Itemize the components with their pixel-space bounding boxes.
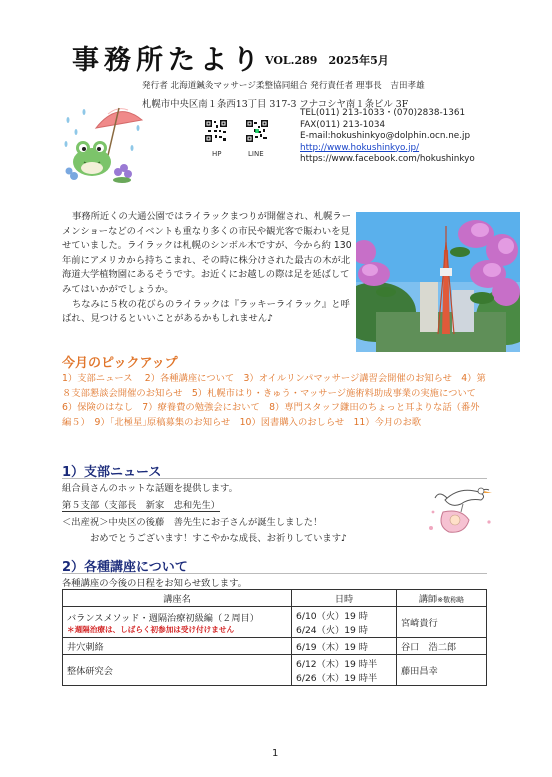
pickup-heading: 今月のピックアップ <box>62 356 178 371</box>
course-warning-note: ＊週隔治療は、しばらく初参加は受け付けません <box>67 624 235 634</box>
course-teacher: 藤田昌幸 <box>397 655 487 686</box>
course-teacher: 宮崎貴行 <box>397 607 487 638</box>
branch-name: 第５支部（支部長 新家 忠和先生） <box>62 497 220 512</box>
teacher-header-label: 講師 <box>418 594 438 605</box>
news-intro: 組合員さんのホットな話題を提供します。 <box>62 483 238 494</box>
intro-text <box>62 210 352 327</box>
issuer-line: 発行者 北海道鍼灸マッサージ柔整協同組合 発行責任者 理事長 吉田孝雄 <box>142 81 425 91</box>
office-address: 札幌市中央区南１条西13丁目 317-3 フナコシヤ南１条ビル 3F <box>142 99 409 110</box>
course-name: バランスメソッド・週隔治療初級編（２周目） <box>67 612 259 624</box>
col-datetime: 日時 <box>292 590 397 607</box>
course-date: 6/19（木）19 時 <box>292 638 397 655</box>
newsletter-title: 事務所たより <box>72 45 264 76</box>
table-header-row <box>63 590 487 607</box>
contact-block <box>300 108 475 166</box>
frog-umbrella-illustration <box>62 98 144 184</box>
birth-announcement: ＜出産祝＞中央区の後藤 善先生にお子さんが誕生しました！ <box>62 517 323 528</box>
course-date: 6/12（木）19 時半 <box>296 659 378 670</box>
course-teacher: 谷口 浩二郎 <box>397 638 487 655</box>
course-name: 整体研究会 <box>63 655 292 686</box>
courses-heading: 2）各種講座について <box>62 560 188 575</box>
col-course-name: 講座名 <box>63 590 292 607</box>
line-qr-label: LINE <box>248 150 264 158</box>
congratulations-message: おめでとうございます！すこやかな成長、お祈りしています♪ <box>90 533 347 544</box>
divider <box>62 573 487 574</box>
table-row <box>63 655 487 686</box>
course-schedule-table <box>62 589 487 686</box>
divider <box>62 478 487 479</box>
pickup-list: 1）支部ニュース 2）各種講座について 3）オイルリンパマッサージ講習会開催のお知らせ 4）第８支部懇談会開催のお知らせ 5）札幌市はり・きゅう・マッサージ施術料助成事業の実施について 6）保険のはなし 7）療養費の勉強会において 8）専門スタッフ鎌田のちょっと耳よりな話（番外編５） 9）｢北極星｣原稿募集のお知らせ 10）図書購入のおしらせ 11）今月のお歌 <box>62 373 486 428</box>
course-date: 6/10（火）19 時 <box>296 611 368 622</box>
news-heading: 1）支部ニュース <box>62 465 162 480</box>
honorific-note: ※敬称略 <box>437 596 465 604</box>
hp-qr-code[interactable] <box>204 119 228 158</box>
volume-date: VOL.289 2025年5月 <box>265 54 389 67</box>
fax-number: FAX(011) 213-1034 <box>300 119 386 130</box>
course-dates-cell <box>292 607 397 638</box>
col-teacher <box>397 590 487 607</box>
email-address[interactable]: E-mail:hokushinkyo@dolphin.ocn.ne.jp <box>300 131 471 141</box>
website-link[interactable]: http://www.hokushinkyo.jp/ <box>300 142 420 153</box>
lilac-tv-tower-photo <box>356 212 520 352</box>
phone-number: TEL(011) 213-1033・(070)2838-1361 <box>300 108 466 118</box>
line-qr-code[interactable] <box>245 119 269 158</box>
intro-paragraph: 事務所近くの大通公園ではライラックまつりが開催され、札幌ラーメンショーなどのイベントも重なり多くの市民や観光客で賑わいを見せていました。ライラックは札幌のシンボル木ですが、今から約 130 年前にアメリカから持ちこまれ、その時に株分けされた最古の木が北海道大学植物園にあるそうです。お近くにお越しの際は足を延ばしてみてはいかがでしょうか。 <box>62 211 352 295</box>
course-name-cell <box>63 607 292 638</box>
course-dates-cell <box>292 655 397 686</box>
page-number: 1 <box>272 748 279 759</box>
qr-code-icon <box>204 119 228 143</box>
facebook-link[interactable]: https://www.facebook.com/hokushinkyo <box>300 154 475 164</box>
course-name: 井穴刺絡 <box>63 638 292 655</box>
intro-paragraph: ちなみに５枚の花びらのライラックは『ラッキーライラック』と呼ばれ、見つけるといいことがあるかもしれません♪ <box>62 298 350 325</box>
table-row <box>63 638 487 655</box>
hp-qr-label: HP <box>212 150 222 158</box>
stork-baby-illustration <box>425 482 493 538</box>
table-row <box>63 607 487 638</box>
courses-intro: 各種講座の今後の日程をお知らせ致します。 <box>62 578 247 589</box>
course-date: 6/24（火）19 時 <box>296 625 368 636</box>
qr-code-icon <box>245 119 269 143</box>
course-date: 6/26（木）19 時半 <box>296 673 378 684</box>
